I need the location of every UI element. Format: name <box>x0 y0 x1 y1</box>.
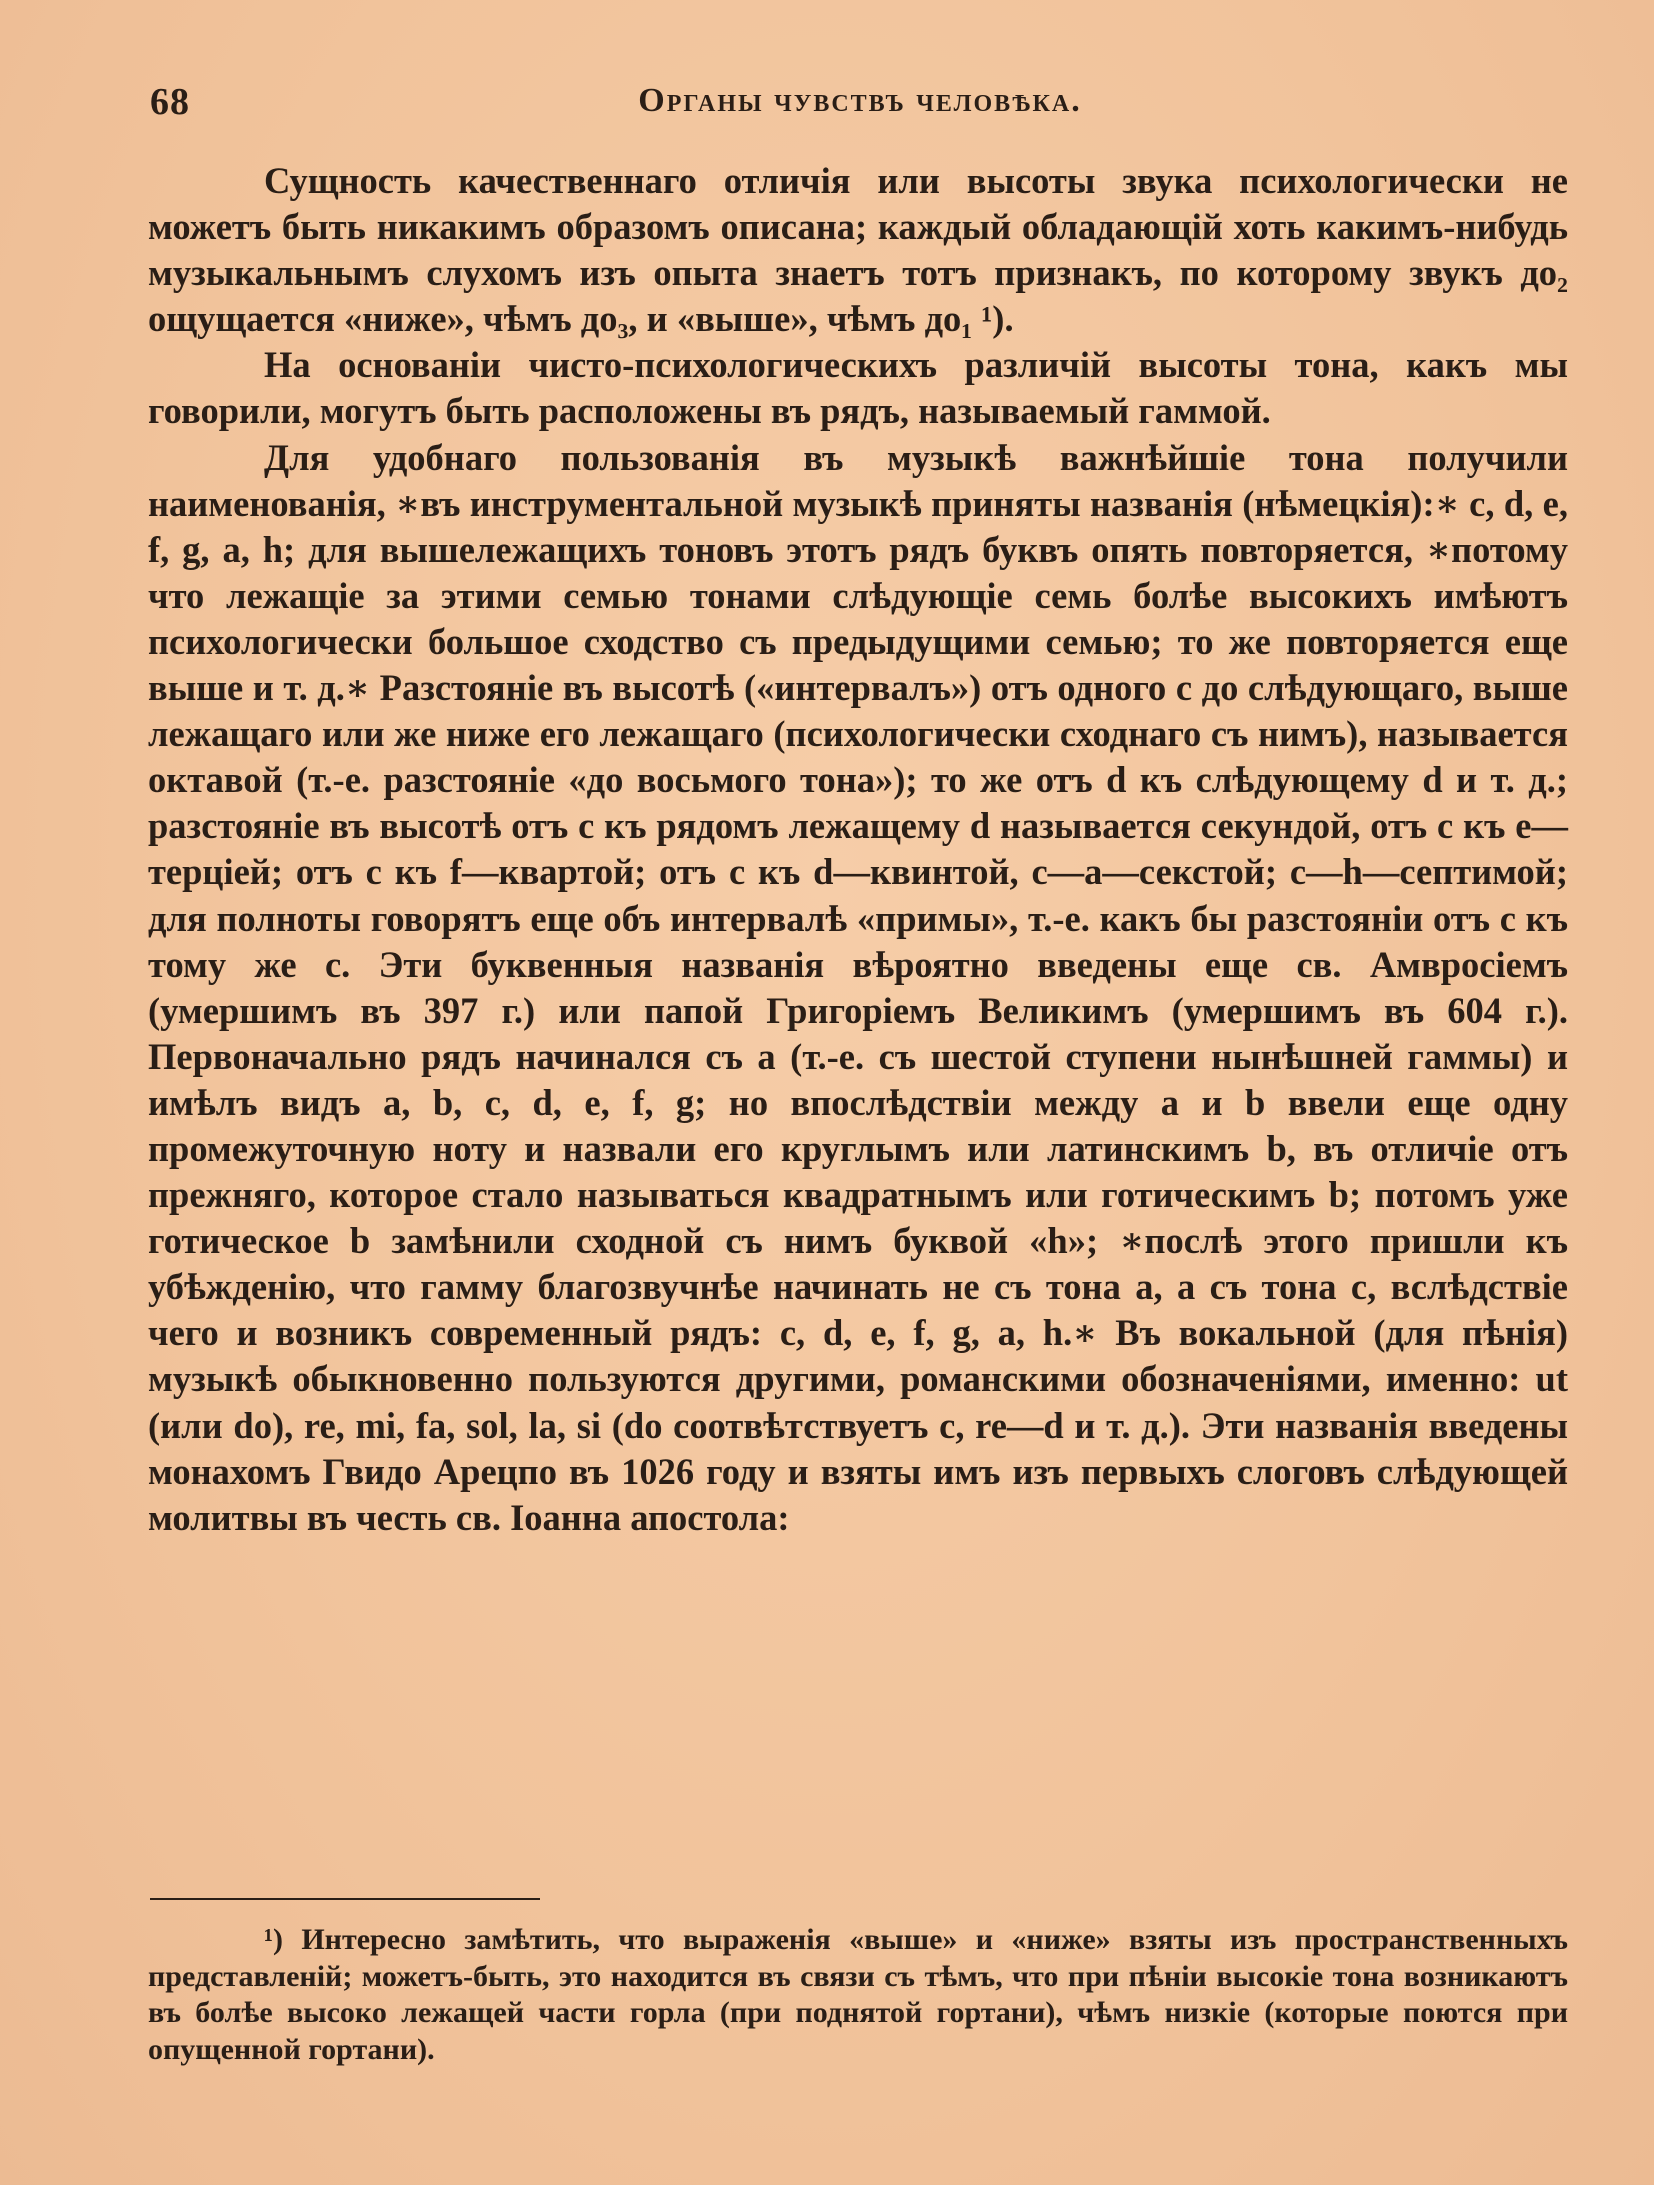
paragraph-1: Сущность качественнаго отличія или высоты звука психологически не можетъ быть никакимъ образомъ описана; каждый обладающій хоть какимъ-нибудь музыкальнымъ слухомъ изъ опыта знаетъ тотъ признакъ, по которому звукъ до₂ ощущается «ниже», чѣмъ до₃, и «выше», чѣмъ до₁ ¹). <box>148 160 1568 340</box>
page-header <box>150 70 1570 130</box>
footnote-rule <box>150 1898 540 1900</box>
page-number: 68 <box>150 81 190 123</box>
paragraph-3: Для удобнаго пользованія въ музыкѣ важнѣйшіе тона получили наименованія, ∗въ инструментальной музыкѣ приняты названія (нѣмецкія):∗ c, d, e, f, g, a, h; для вышележащихъ тоновъ этотъ рядъ буквъ опять повторяется, ∗потому что лежащіе за этими семью тонами слѣдующіе семь болѣе высокихъ имѣютъ психологически большое сходство съ предыдущими семью; то же повторяется еще выше и т. д.∗ Разстояніе въ высотѣ («интервалъ») отъ одного c до слѣдующаго, выше лежащаго или же ниже его лежащаго (психологически сходнаго съ нимъ), называется октавой (т.-е. разстояніе «до восьмого тона»); то же отъ d къ слѣдующему d и т. д.; разстояніе въ высотѣ отъ c къ рядомъ лежащему d называется секундой, отъ c къ e—терціей; отъ c къ f—квартой; отъ c къ d—квинтой, c—a—секстой; c—h—септимой; для полноты говорятъ еще объ интервалѣ «примы», т.-е. какъ бы разстояніи отъ c къ тому же c. Эти буквенныя названія вѣроятно введены еще св. Амвросіемъ (умершимъ въ 397 г.) или папой Григоріемъ Великимъ (умершимъ въ 604 г.). Первоначально рядъ начинался съ a (т.-е. съ шестой ступени нынѣшней гаммы) и имѣлъ видъ a, b, c, d, e, f, g; но впослѣдствіи между a и b ввели еще одну промежуточную ноту и назвали его круглымъ или латинскимъ b, въ отличіе отъ прежняго, которое стало называться квадратнымъ или готическимъ b; потомъ уже готическое b замѣнили сходной съ нимъ буквой «h»; ∗послѣ этого пришли къ убѣжденію, что гамму благозвучнѣе начинать не съ тона a, а съ тона c, вслѣдствіе чего и возникъ современный рядъ: c, d, e, f, g, a, h.∗ Въ вокальной (для пѣнія) музыкѣ обыкновенно пользуются другими, романскими обозначеніями, именно: ut (или do), re, mi, fa, sol, la, si (do соотвѣтствуетъ c, re—d и т. д.). Эти названія введены монахомъ Гвидо Арецпо въ 1026 году и взяты имъ изъ первыхъ слоговъ слѣдующей молитвы въ честь св. Іоанна апостола: <box>148 436 1568 1538</box>
footnote: ¹) Интересно замѣтить, что выраженія «выше» и «ниже» взяты изъ пространственныхъ представленій; можетъ-быть, это находится въ связи съ тѣмъ, что при пѣніи высокіе тона возникаютъ въ болѣе высоко лежащей части горла (при поднятой гортани), чѣмъ низкіе (которые поются при опущенной гортани). <box>148 1923 1568 2066</box>
paragraph-2: На основаніи чисто-психологическихъ различій высоты тона, какъ мы говорили, могутъ быть расположены въ рядъ, называемый гаммой. <box>148 344 1568 432</box>
body-text <box>148 158 1568 1541</box>
running-head: Органы чувствъ человѣка. <box>638 82 1082 119</box>
